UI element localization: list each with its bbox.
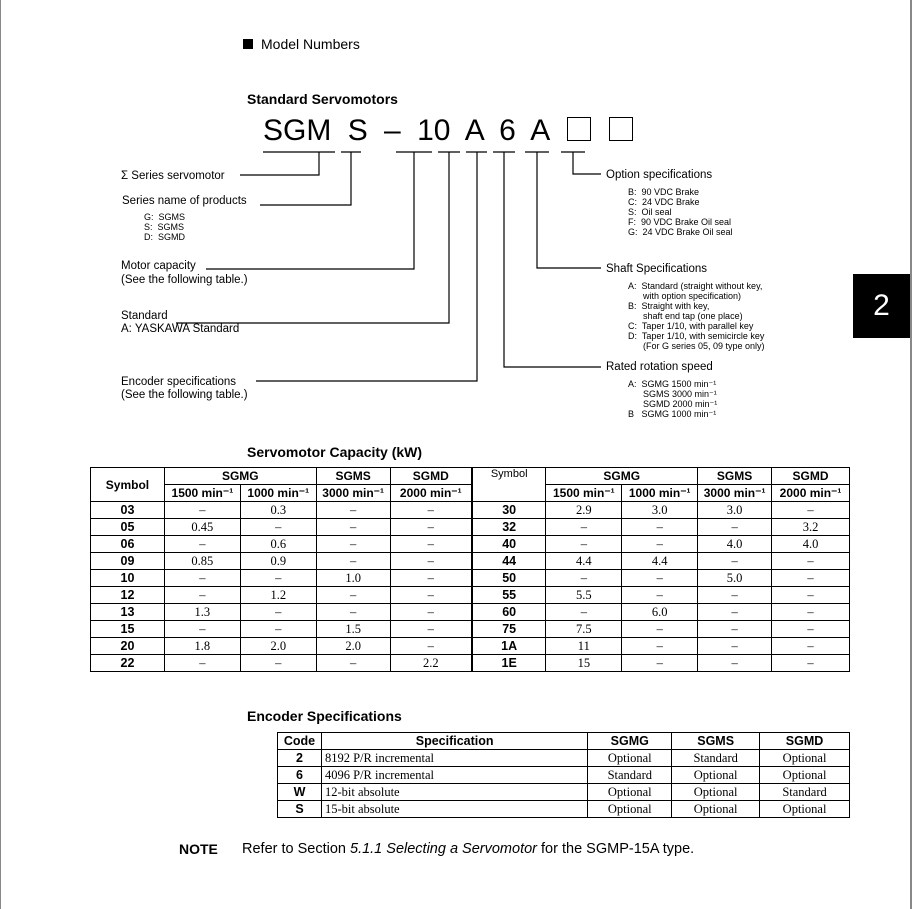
symbol-header: Symbol	[472, 468, 546, 502]
encoder-spec-cell: 15-bit absolute	[321, 801, 587, 818]
encoder-header: SGMD	[760, 733, 850, 750]
capacity-cell: 6.0	[622, 604, 698, 621]
capacity-cell: –	[772, 604, 850, 621]
group-header: SGMD	[772, 468, 850, 485]
capacity-cell: 1.0	[316, 570, 390, 587]
series-option: S: SGMS	[144, 222, 185, 232]
label-encoder-spec: Encoder specifications	[121, 376, 237, 388]
symbol-header: Symbol	[91, 468, 165, 502]
capacity-cell: 3.0	[698, 502, 772, 519]
capacity-header-row	[91, 468, 850, 485]
symbol-cell: 40	[472, 536, 546, 553]
symbol-cell: 09	[91, 553, 165, 570]
encoder-availability-cell: Optional	[760, 750, 850, 767]
label-shaft-spec: Shaft Specifications	[606, 263, 708, 275]
capacity-cell: 2.0	[316, 638, 390, 655]
symbol-cell: 20	[91, 638, 165, 655]
symbol-cell: 15	[91, 621, 165, 638]
speed-header: 1000 min⁻¹	[240, 485, 316, 502]
capacity-cell: 2.9	[546, 502, 622, 519]
encoder-availability-cell: Standard	[588, 767, 672, 784]
capacity-cell: –	[390, 604, 472, 621]
capacity-cell: –	[390, 553, 472, 570]
capacity-cell: –	[622, 621, 698, 638]
capacity-cell: –	[240, 570, 316, 587]
group-header: SGMG	[164, 468, 316, 485]
encoder-header: SGMS	[672, 733, 760, 750]
encoder-code-cell: 2	[278, 750, 322, 767]
capacity-cell: 5.0	[698, 570, 772, 587]
symbol-cell: 55	[472, 587, 546, 604]
capacity-cell: 0.9	[240, 553, 316, 570]
model-part-dash: –	[384, 114, 401, 147]
option-item: G: 24 VDC Brake Oil seal	[628, 227, 733, 237]
capacity-cell: 4.4	[546, 553, 622, 570]
table-row	[91, 519, 850, 536]
encoder-spec-cell: 4096 P/R incremental	[321, 767, 587, 784]
capacity-cell: –	[772, 655, 850, 672]
table-row	[278, 750, 850, 767]
label-option-spec: Option specifications	[606, 169, 713, 181]
note-text: Refer to Section 5.1.1 Selecting a Servomotor for the SGMP-15A type.	[242, 841, 695, 857]
table-row	[91, 587, 850, 604]
label-encoder-spec-note: (See the following table.)	[121, 389, 248, 401]
speed-item: B SGMG 1000 min⁻¹	[628, 409, 717, 419]
capacity-cell: –	[164, 587, 240, 604]
capacity-cell: –	[164, 570, 240, 587]
symbol-cell: 05	[91, 519, 165, 536]
table-row	[91, 502, 850, 519]
capacity-cell: 0.6	[240, 536, 316, 553]
capacity-cell: 0.3	[240, 502, 316, 519]
capacity-cell: –	[390, 502, 472, 519]
capacity-cell: –	[316, 519, 390, 536]
capacity-cell: –	[622, 655, 698, 672]
symbol-cell: 30	[472, 502, 546, 519]
option-item: F: 90 VDC Brake Oil seal	[628, 217, 732, 227]
speed-header: 1000 min⁻¹	[622, 485, 698, 502]
table-row	[91, 655, 850, 672]
label-series-name: Series name of products	[122, 195, 247, 207]
capacity-cell: –	[772, 587, 850, 604]
capacity-cell: –	[622, 570, 698, 587]
capacity-cell: 1.5	[316, 621, 390, 638]
encoder-header: Specification	[321, 733, 587, 750]
speed-header: 2000 min⁻¹	[390, 485, 472, 502]
capacity-cell: 4.4	[622, 553, 698, 570]
symbol-cell: 1E	[472, 655, 546, 672]
capacity-cell: –	[772, 553, 850, 570]
speed-item: SGMD 2000 min⁻¹	[628, 399, 718, 409]
encoder-heading: Encoder Specifications	[247, 708, 402, 724]
capacity-cell: 2.0	[240, 638, 316, 655]
capacity-cell: –	[772, 621, 850, 638]
label-motor-capacity: Motor capacity	[121, 260, 196, 272]
encoder-availability-cell: Optional	[760, 767, 850, 784]
encoder-availability-cell: Standard	[672, 750, 760, 767]
capacity-cell: –	[546, 604, 622, 621]
capacity-cell: –	[164, 502, 240, 519]
capacity-cell: –	[240, 621, 316, 638]
capacity-cell: –	[390, 621, 472, 638]
encoder-availability-cell: Optional	[588, 784, 672, 801]
capacity-cell: –	[240, 604, 316, 621]
symbol-cell: 44	[472, 553, 546, 570]
shaft-item: with option specification)	[628, 291, 742, 301]
label-standard-value: A: YASKAWA Standard	[121, 323, 240, 335]
model-part-speed: A	[530, 114, 551, 147]
section-heading: Model Numbers	[243, 36, 360, 52]
model-part-capacity: 10	[417, 114, 451, 147]
table-row	[91, 604, 850, 621]
series-option: G: SGMS	[144, 212, 186, 222]
option-item: B: 90 VDC Brake	[628, 187, 700, 197]
capacity-cell: –	[772, 502, 850, 519]
note-label: NOTE	[179, 841, 218, 857]
capacity-cell: 1.3	[164, 604, 240, 621]
capacity-speed-row	[91, 485, 850, 502]
capacity-cell: –	[622, 638, 698, 655]
capacity-cell: –	[772, 638, 850, 655]
shaft-item: A: Standard (straight without key,	[628, 281, 763, 291]
capacity-cell: 1.8	[164, 638, 240, 655]
option-item: C: 24 VDC Brake	[628, 197, 700, 207]
encoder-availability-cell: Optional	[672, 784, 760, 801]
capacity-cell: 2.2	[390, 655, 472, 672]
shaft-item: (For G series 05, 09 type only)	[628, 341, 765, 351]
capacity-cell: –	[622, 519, 698, 536]
symbol-cell: 13	[91, 604, 165, 621]
table-row	[91, 570, 850, 587]
capacity-cell: –	[316, 655, 390, 672]
capacity-cell: –	[240, 655, 316, 672]
capacity-cell: –	[164, 536, 240, 553]
series-option: D: SGMD	[144, 232, 186, 242]
symbol-cell: 12	[91, 587, 165, 604]
model-part-encoder: 6	[499, 114, 516, 147]
symbol-cell: 32	[472, 519, 546, 536]
capacity-table	[90, 467, 850, 672]
speed-item: A: SGMG 1500 min⁻¹	[628, 379, 717, 389]
symbol-cell: 50	[472, 570, 546, 587]
capacity-cell: 4.0	[772, 536, 850, 553]
model-part-standard: A	[464, 114, 485, 147]
encoder-code-cell: 6	[278, 767, 322, 784]
capacity-cell: 15	[546, 655, 622, 672]
speed-header: 1500 min⁻¹	[164, 485, 240, 502]
capacity-cell: –	[390, 519, 472, 536]
speed-item: SGMS 3000 min⁻¹	[628, 389, 717, 399]
encoder-availability-cell: Optional	[672, 767, 760, 784]
capacity-heading: Servomotor Capacity (kW)	[247, 444, 423, 460]
capacity-cell: –	[164, 621, 240, 638]
symbol-cell: 1A	[472, 638, 546, 655]
model-part-series: S	[347, 114, 368, 147]
capacity-cell: 0.45	[164, 519, 240, 536]
table-row	[278, 767, 850, 784]
capacity-cell: 3.0	[622, 502, 698, 519]
speed-header: 3000 min⁻¹	[698, 485, 772, 502]
capacity-cell: –	[698, 621, 772, 638]
symbol-cell: 60	[472, 604, 546, 621]
standard-servomotors-heading: Standard Servomotors	[247, 91, 398, 107]
symbol-cell: 10	[91, 570, 165, 587]
label-rated-speed: Rated rotation speed	[606, 361, 713, 373]
table-row	[278, 784, 850, 801]
capacity-cell: 1.2	[240, 587, 316, 604]
symbol-cell: 75	[472, 621, 546, 638]
label-standard: Standard	[121, 310, 168, 322]
encoder-header: SGMG	[588, 733, 672, 750]
capacity-cell: –	[316, 604, 390, 621]
group-header: SGMG	[546, 468, 698, 485]
capacity-cell: –	[164, 655, 240, 672]
speed-header: 3000 min⁻¹	[316, 485, 390, 502]
capacity-cell: –	[698, 587, 772, 604]
model-part-sgm: SGM	[263, 114, 332, 147]
table-row	[91, 536, 850, 553]
encoder-code-cell: W	[278, 784, 322, 801]
label-motor-capacity-note: (See the following table.)	[121, 274, 248, 286]
capacity-cell: –	[546, 570, 622, 587]
encoder-header: Code	[278, 733, 322, 750]
capacity-cell: –	[390, 536, 472, 553]
capacity-cell: 7.5	[546, 621, 622, 638]
capacity-cell: 4.0	[698, 536, 772, 553]
capacity-cell: –	[622, 536, 698, 553]
symbol-cell: 22	[91, 655, 165, 672]
speed-header: 2000 min⁻¹	[772, 485, 850, 502]
capacity-cell: –	[622, 587, 698, 604]
capacity-cell: –	[698, 519, 772, 536]
capacity-cell: –	[390, 638, 472, 655]
capacity-cell: –	[698, 655, 772, 672]
capacity-cell: –	[698, 553, 772, 570]
speed-header: 1500 min⁻¹	[546, 485, 622, 502]
capacity-cell: –	[240, 519, 316, 536]
encoder-spec-cell: 8192 P/R incremental	[321, 750, 587, 767]
encoder-availability-cell: Optional	[588, 801, 672, 818]
capacity-cell: –	[546, 519, 622, 536]
capacity-cell: –	[698, 638, 772, 655]
note-section-ref: 5.1.1 Selecting a Servomotor	[350, 841, 537, 857]
encoder-availability-cell: Optional	[760, 801, 850, 818]
table-row	[278, 801, 850, 818]
capacity-cell: –	[316, 553, 390, 570]
group-header: SGMD	[390, 468, 472, 485]
shaft-item: B: Straight with key,	[628, 301, 710, 311]
shaft-item: C: Taper 1/10, with parallel key	[628, 321, 754, 331]
capacity-cell: 5.5	[546, 587, 622, 604]
encoder-availability-cell: Optional	[588, 750, 672, 767]
capacity-cell: 11	[546, 638, 622, 655]
symbol-cell: 06	[91, 536, 165, 553]
encoder-code-cell: S	[278, 801, 322, 818]
capacity-cell: –	[316, 536, 390, 553]
chapter-tab: 2	[853, 274, 910, 338]
capacity-cell: 0.85	[164, 553, 240, 570]
encoder-availability-cell: Standard	[760, 784, 850, 801]
capacity-cell: –	[546, 536, 622, 553]
encoder-spec-cell: 12-bit absolute	[321, 784, 587, 801]
group-header: SGMS	[698, 468, 772, 485]
capacity-cell: –	[772, 570, 850, 587]
shaft-item: shaft end tap (one place)	[628, 311, 743, 321]
shaft-item: D: Taper 1/10, with semicircle key	[628, 331, 765, 341]
encoder-table	[277, 732, 850, 818]
capacity-cell: 3.2	[772, 519, 850, 536]
encoder-availability-cell: Optional	[672, 801, 760, 818]
capacity-cell: –	[316, 587, 390, 604]
table-row	[91, 621, 850, 638]
label-series-servomotor: Σ Series servomotor	[121, 170, 225, 182]
capacity-cell: –	[698, 604, 772, 621]
group-header: SGMS	[316, 468, 390, 485]
table-row	[91, 638, 850, 655]
encoder-header-row	[278, 733, 850, 750]
symbol-cell: 03	[91, 502, 165, 519]
option-item: S: Oil seal	[628, 207, 672, 217]
capacity-cell: –	[390, 570, 472, 587]
table-row	[91, 553, 850, 570]
capacity-cell: –	[316, 502, 390, 519]
capacity-cell: –	[390, 587, 472, 604]
